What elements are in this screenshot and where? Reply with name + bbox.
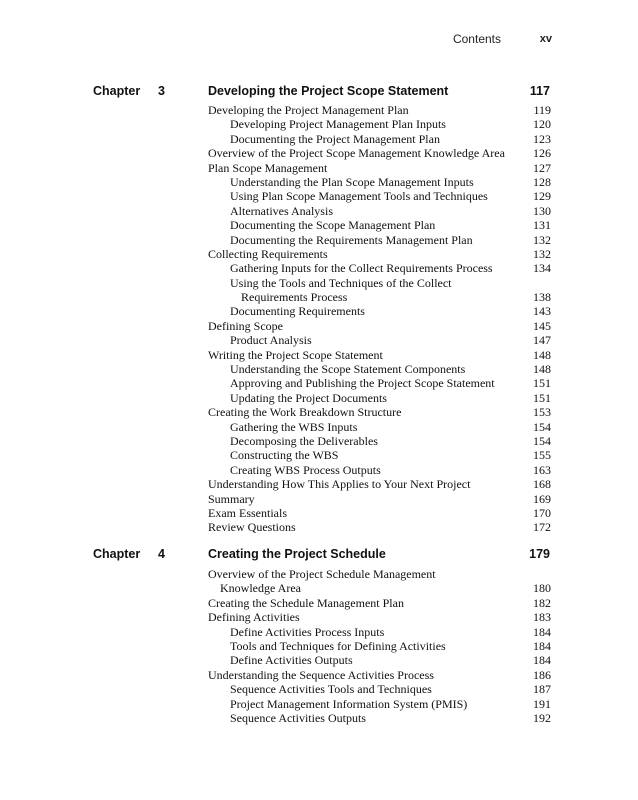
entry-page: 187 (533, 682, 551, 697)
entry-page: 184 (533, 653, 551, 668)
toc-entry[interactable] (208, 175, 551, 189)
entry-page: 172 (533, 520, 551, 535)
toc-entry[interactable] (208, 348, 551, 362)
entry-title: Overview of the Project Scope Management Knowledge Area (208, 146, 505, 161)
entry-title: Define Activities Outputs (230, 653, 353, 668)
toc-entry-continuation[interactable] (208, 290, 551, 304)
entry-page: 145 (533, 318, 551, 333)
chapter-3-entries (208, 103, 551, 535)
entry-title: Documenting the Scope Management Plan (230, 218, 436, 233)
toc-entry[interactable] (208, 189, 551, 203)
entry-title: Collecting Requirements (208, 246, 328, 261)
toc-entry[interactable] (208, 247, 551, 261)
entry-page: 119 (533, 103, 551, 117)
entry-page: 148 (533, 347, 551, 362)
toc-entry[interactable] (208, 697, 551, 711)
entry-page: 192 (533, 710, 551, 725)
chapter-title: Developing the Project Scope Statement (208, 84, 449, 98)
chapter-page: 179 (529, 547, 550, 561)
entry-page: 134 (533, 261, 551, 276)
entry-page: 184 (533, 624, 551, 639)
entry-title: Decomposing the Deliverables (230, 433, 378, 448)
entry-page: 131 (533, 218, 551, 233)
toc-entry[interactable] (208, 711, 551, 725)
toc-entry[interactable] (208, 333, 551, 347)
entry-page: 154 (533, 419, 551, 434)
toc-entry[interactable] (208, 520, 551, 534)
toc-entry[interactable] (208, 610, 551, 624)
entry-title: Developing the Project Management Plan (208, 103, 409, 117)
chapter-4-entries (208, 567, 551, 725)
entry-page: 123 (533, 131, 551, 146)
header-page-number: xv (539, 33, 552, 45)
toc-entry[interactable] (208, 639, 551, 653)
entry-title: Tools and Techniques for Defining Activities (230, 638, 446, 653)
toc-entry[interactable] (208, 132, 551, 146)
chapter-heading[interactable] (0, 84, 638, 102)
chapter-4-section (0, 547, 638, 565)
toc-entry[interactable] (208, 146, 551, 160)
entry-title: Understanding the Sequence Activities Process (208, 667, 434, 682)
entry-title: Using the Tools and Techniques of the Collect (230, 275, 452, 290)
entry-page: 186 (533, 667, 551, 682)
chapter-page: 117 (529, 84, 550, 98)
entry-title: Creating WBS Process Outputs (230, 462, 381, 477)
entry-title: Approving and Publishing the Project Scope Statement (230, 376, 495, 391)
entry-page: 154 (533, 433, 551, 448)
entry-title: Understanding the Scope Statement Components (230, 362, 466, 377)
toc-entry[interactable] (208, 204, 551, 218)
entry-page: 126 (533, 146, 551, 161)
entry-title: Documenting the Requirements Management Plan (230, 232, 473, 247)
entry-page: 168 (533, 477, 551, 492)
entry-page: 155 (533, 448, 551, 463)
toc-entry[interactable] (208, 276, 551, 290)
entry-title: Creating the Work Breakdown Structure (208, 405, 402, 420)
entry-title: Gathering Inputs for the Collect Requirements Process (230, 261, 493, 276)
toc-entry[interactable] (208, 319, 551, 333)
chapter-label: Chapter (93, 547, 141, 561)
toc-entry[interactable] (208, 653, 551, 667)
entry-title: Requirements Process (241, 290, 348, 305)
entry-title: Define Activities Process Inputs (230, 624, 385, 639)
entry-title: Constructing the WBS (230, 448, 339, 463)
entry-title: Documenting Requirements (230, 304, 365, 319)
entry-title: Overview of the Project Schedule Management (208, 567, 436, 581)
entry-title: Gathering the WBS Inputs (230, 419, 358, 434)
toc-entry-continuation[interactable] (208, 581, 551, 595)
entry-page: 130 (533, 203, 551, 218)
entry-page: 163 (533, 462, 551, 477)
toc-entry[interactable] (208, 405, 551, 419)
toc-entry[interactable] (208, 117, 551, 131)
entry-page: 148 (533, 362, 551, 377)
toc-entry[interactable] (208, 391, 551, 405)
entry-title: Writing the Project Scope Statement (208, 347, 383, 362)
header-title: Contents (452, 32, 501, 46)
entry-title: Defining Activities (208, 610, 300, 625)
entry-title: Updating the Project Documents (230, 390, 387, 405)
toc-entry[interactable] (208, 448, 551, 462)
entry-page: 128 (533, 174, 551, 189)
entry-title: Alternatives Analysis (230, 203, 333, 218)
entry-title: Summary (208, 491, 255, 506)
chapter-number: 4 (158, 547, 165, 561)
entry-title: Developing Project Management Plan Inputs (230, 117, 446, 132)
entry-title: Review Questions (208, 520, 296, 535)
entry-title: Using Plan Scope Management Tools and Techniques (230, 189, 488, 204)
toc-entry[interactable] (208, 492, 551, 506)
entry-page: 138 (533, 290, 551, 305)
entry-page: 170 (533, 505, 551, 520)
toc-entry[interactable] (208, 477, 551, 491)
toc-entry[interactable] (208, 420, 551, 434)
entry-title: Product Analysis (230, 333, 312, 348)
toc-entry[interactable] (208, 261, 551, 275)
entry-page: 151 (533, 390, 551, 405)
entry-title: Knowledge Area (220, 581, 301, 596)
entry-title: Plan Scope Management (208, 160, 328, 175)
entry-title: Exam Essentials (208, 505, 287, 520)
entry-title: Understanding How This Applies to Your Next Project (208, 477, 471, 492)
entry-title: Sequence Activities Tools and Techniques (230, 682, 432, 697)
toc-entry[interactable] (208, 596, 551, 610)
toc-entry[interactable] (208, 567, 551, 581)
entry-page: 191 (533, 696, 551, 711)
running-header (0, 32, 638, 50)
entry-page: 143 (533, 304, 551, 319)
chapter-heading[interactable] (0, 547, 638, 565)
chapter-number: 3 (158, 84, 165, 98)
entry-page: 153 (533, 405, 551, 420)
entry-page: 183 (533, 610, 551, 625)
entry-page: 132 (533, 232, 551, 247)
entry-page: 147 (533, 333, 551, 348)
entry-page: 129 (533, 189, 551, 204)
toc-entry[interactable] (208, 218, 551, 232)
toc-entry[interactable] (208, 682, 551, 696)
entry-page: 169 (533, 491, 551, 506)
entry-page: 184 (533, 638, 551, 653)
toc-entry[interactable] (208, 304, 551, 318)
toc-entry[interactable] (208, 625, 551, 639)
entry-title: Documenting the Project Management Plan (230, 131, 440, 146)
toc-entry[interactable] (208, 233, 551, 247)
entry-page: 180 (533, 581, 551, 596)
entry-page: 182 (533, 595, 551, 610)
entry-page: 151 (533, 376, 551, 391)
toc-entry[interactable] (208, 376, 551, 390)
toc-entry[interactable] (208, 463, 551, 477)
entry-title: Understanding the Plan Scope Management Inputs (230, 174, 474, 189)
entry-title: Creating the Schedule Management Plan (208, 595, 404, 610)
chapter-title: Creating the Project Schedule (208, 547, 386, 561)
chapter-label: Chapter (93, 84, 141, 98)
toc-entry[interactable] (208, 668, 551, 682)
entry-title: Project Management Information System (PMIS) (230, 696, 468, 711)
entry-title: Defining Scope (208, 318, 283, 333)
entry-page: 120 (533, 117, 551, 132)
chapter-3-section (0, 84, 638, 102)
toc-entry[interactable] (208, 103, 551, 117)
toc-entry[interactable] (208, 506, 551, 520)
toc-entry[interactable] (208, 434, 551, 448)
entry-page: 132 (533, 246, 551, 261)
entry-page: 127 (533, 160, 551, 175)
toc-entry[interactable] (208, 362, 551, 376)
entry-title: Sequence Activities Outputs (230, 710, 366, 725)
toc-entry[interactable] (208, 161, 551, 175)
